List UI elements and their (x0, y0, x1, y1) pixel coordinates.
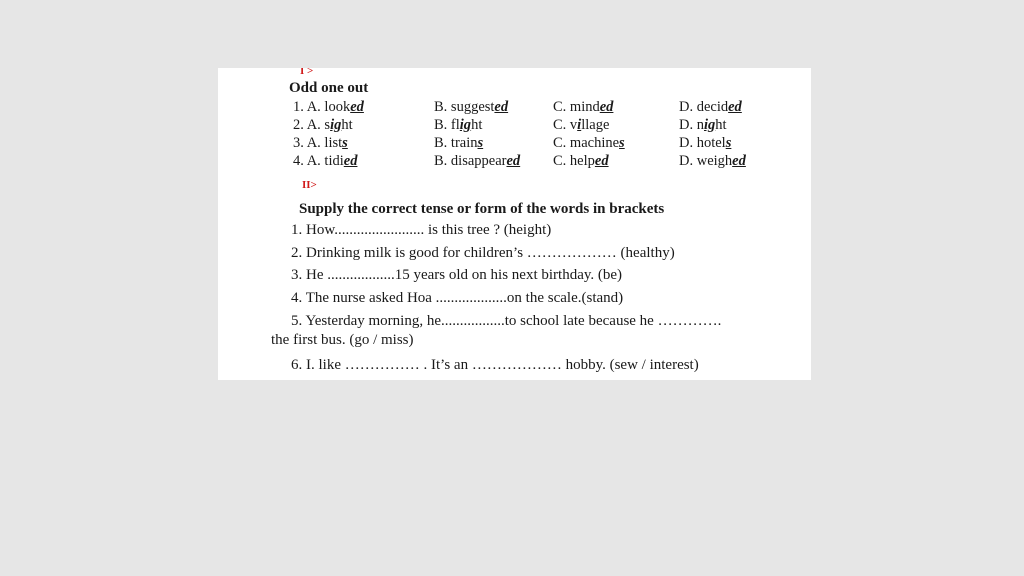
section-1-title: Odd one out (289, 80, 369, 96)
question-5-line-2: the first bus. (go / miss) (271, 332, 414, 348)
option-3a: 3. A. lists (293, 135, 348, 151)
option-4a: 4. A. tidied (293, 153, 358, 169)
option-4d: D. weighed (679, 153, 746, 169)
option-1b: B. suggested (434, 99, 509, 115)
section-1-marker: I > (300, 68, 314, 77)
question-1: 1. How........................ is this tree ? (height) (291, 222, 552, 238)
option-4b: B. disappeared (434, 153, 521, 169)
option-2c: C. village (553, 117, 610, 133)
option-2d: D. night (679, 117, 727, 133)
worksheet-page (218, 68, 811, 380)
option-4c: C. helped (553, 153, 609, 169)
question-2: 2. Drinking milk is good for children’s ……………… (healthy) (291, 245, 675, 261)
option-2b: B. flight (434, 117, 483, 133)
option-1c: C. minded (553, 99, 614, 115)
section-2-marker: II> (302, 179, 317, 191)
option-1a: 1. A. looked (293, 99, 364, 115)
option-3d: D. hotels (679, 135, 732, 151)
question-3: 3. He ..................15 years old on his next birthday. (be) (291, 267, 623, 283)
section-2-title: Supply the correct tense or form of the words in brackets (299, 201, 665, 217)
question-5-line-1: 5. Yesterday morning, he.................to school late because he …………. (291, 313, 722, 329)
question-4: 4. The nurse asked Hoa ...................on the scale.(stand) (291, 290, 624, 306)
option-3b: B. trains (434, 135, 484, 151)
option-3c: C. machines (553, 135, 625, 151)
question-6: 6. I. like …………… . It’s an ……………… hobby. (sew / interest) (291, 357, 699, 373)
option-1d: D. decided (679, 99, 742, 115)
option-2a: 2. A. sight (293, 117, 353, 133)
